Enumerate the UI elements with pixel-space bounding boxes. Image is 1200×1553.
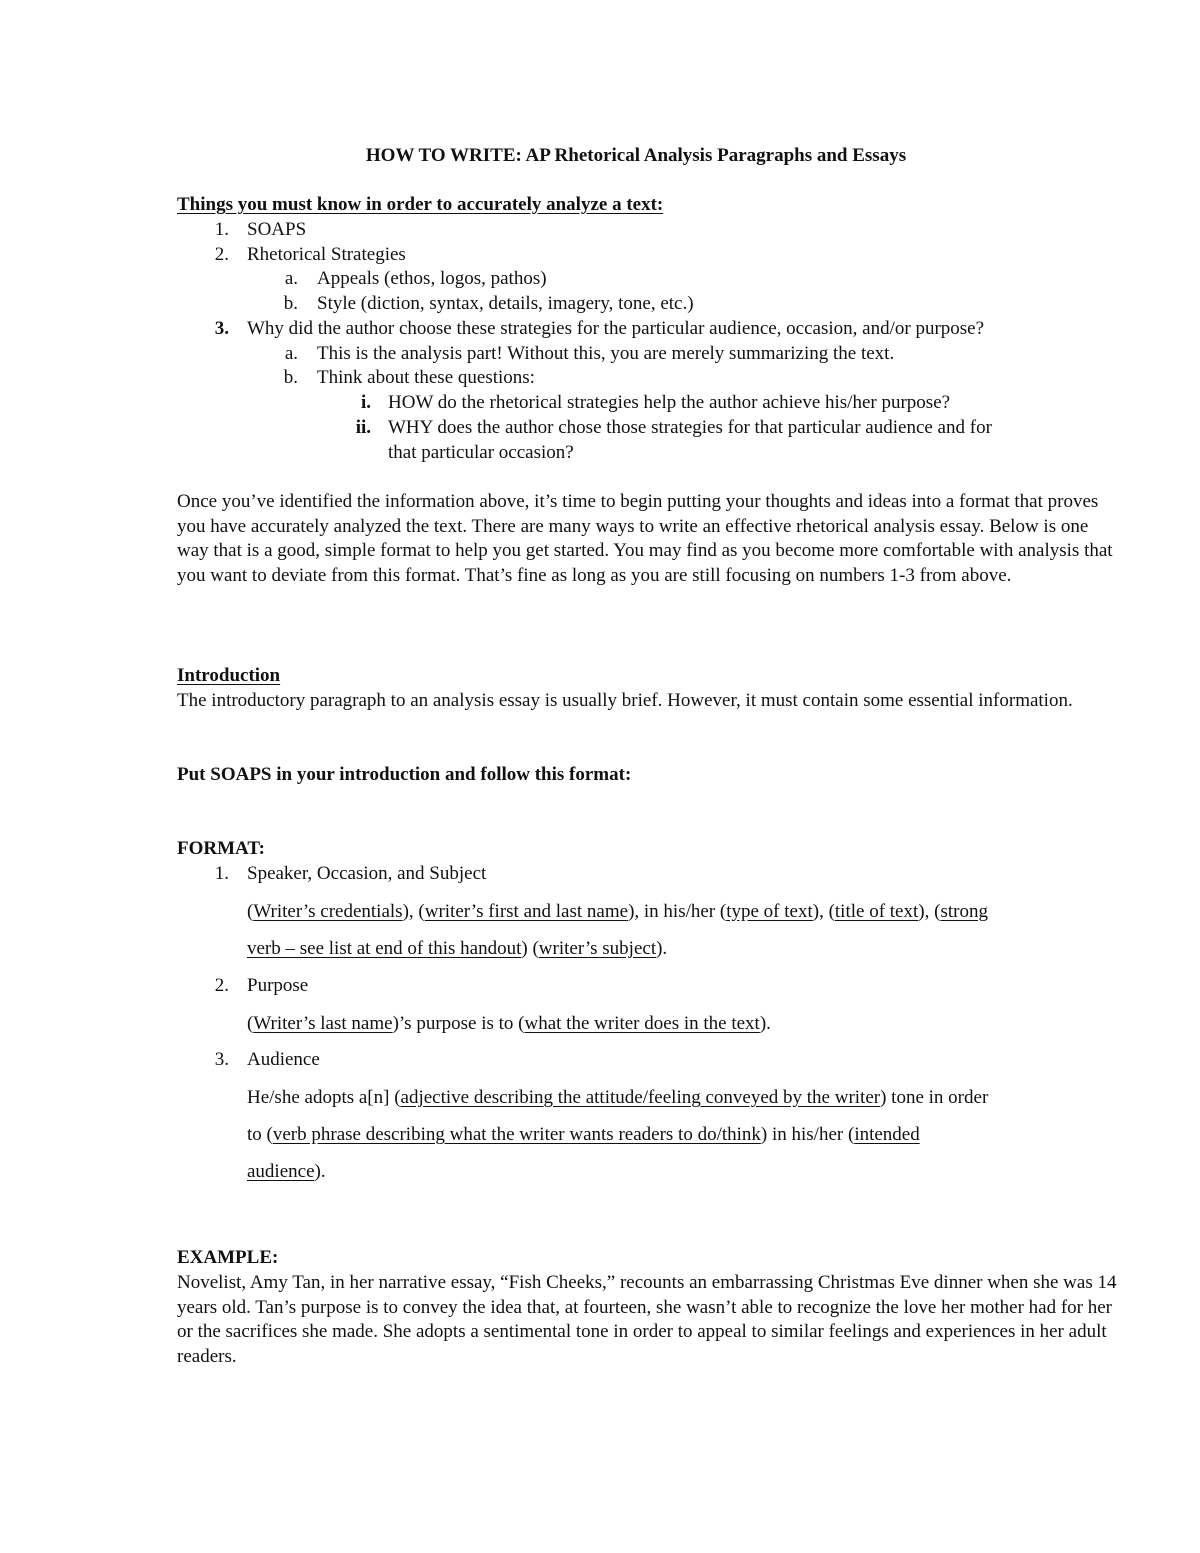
list-item-analysis-part: This is the analysis part! Without this, you are merely summarizing the text.: [317, 343, 895, 364]
page-title: HOW TO WRITE: AP Rhetorical Analysis Paragraphs and Essays: [365, 145, 907, 166]
list-item-how: HOW do the rhetorical strategies help the author achieve his/her purpose?: [388, 392, 951, 413]
list-item-why-question-cont: that particular occasion?: [388, 442, 574, 463]
list-roman: ii.: [355, 417, 371, 438]
list-number: 2.: [214, 975, 229, 996]
format-heading: FORMAT:: [177, 838, 265, 859]
list-number: 2.: [214, 244, 229, 265]
section-heading-things-to-know: Things you must know in order to accurately analyze a text:: [177, 194, 664, 215]
format-item-speaker: Speaker, Occasion, and Subject: [247, 863, 487, 884]
format-template-line: audience).: [247, 1161, 326, 1182]
format-item-purpose: Purpose: [247, 975, 309, 996]
format-item-audience: Audience: [247, 1049, 320, 1070]
list-number: 3.: [214, 1049, 229, 1070]
format-template-line: (Writer’s last name)’s purpose is to (what the writer does in the text).: [247, 1013, 771, 1034]
list-number: 3.: [214, 318, 229, 339]
list-number: 1.: [214, 863, 229, 884]
list-letter: b.: [283, 367, 298, 388]
example-heading: EXAMPLE:: [177, 1247, 279, 1268]
list-item-why: Why did the author choose these strategies for the particular audience, occasion, and/or purpose?: [247, 318, 985, 339]
list-letter: b.: [283, 293, 298, 314]
list-roman: i.: [360, 392, 371, 413]
list-item-appeals: Appeals (ethos, logos, pathos): [317, 268, 547, 289]
list-item-style: Style (diction, syntax, details, imagery, tone, etc.): [317, 293, 694, 314]
format-template-line: He/she adopts a[n] (adjective describing the attitude/feeling conveyed by the writer) tone in order: [247, 1087, 989, 1108]
list-letter: a.: [284, 343, 298, 364]
introduction-heading: Introduction: [177, 665, 281, 686]
list-item-rhetorical-strategies: Rhetorical Strategies: [247, 244, 406, 265]
example-text: Novelist, Amy Tan, in her narrative essay, “Fish Cheeks,” recounts an embarrassing Christmas Eve dinner when she was 14 years old. Tan’s purpose is to convey the idea that, at fourteen, she wasn’t able to recognize the love her mother had for her or the sacrifices she made. She adopts a sentimental tone in order to appeal to similar feelings and experiences in her adult readers.: [177, 1272, 1117, 1367]
list-item-soaps: SOAPS: [247, 219, 307, 240]
format-template-line: (Writer’s credentials), (writer’s first and last name), in his/her (type of text), (title of text), (strong: [247, 901, 988, 922]
list-item-why-question: WHY does the author chose those strategies for that particular audience and for: [388, 417, 992, 438]
soaps-instruction: Put SOAPS in your introduction and follow this format:: [177, 764, 632, 785]
list-number: 1.: [214, 219, 229, 240]
format-template-line: verb – see list at end of this handout) (writer’s subject).: [247, 938, 668, 959]
intro-paragraph: Once you’ve identified the information above, it’s time to begin putting your thoughts and ideas into a format that proves you have accurately analyzed the text. There are many ways to write an effective rhetorical analysis essay. Below is one way that is a good, simple format to help you get started. You may find as you become more comfortable with analysis that you want to deviate from this format. That’s fine as long as you are still focusing on numbers 1-3 from above.: [177, 491, 1113, 586]
introduction-text: The introductory paragraph to an analysis essay is usually brief. However, it must contain some essential information.: [177, 690, 1073, 711]
format-template-line: to (verb phrase describing what the writer wants readers to do/think) in his/her (intended: [247, 1124, 920, 1145]
list-letter: a.: [284, 268, 298, 289]
list-item-think: Think about these questions:: [317, 367, 535, 388]
